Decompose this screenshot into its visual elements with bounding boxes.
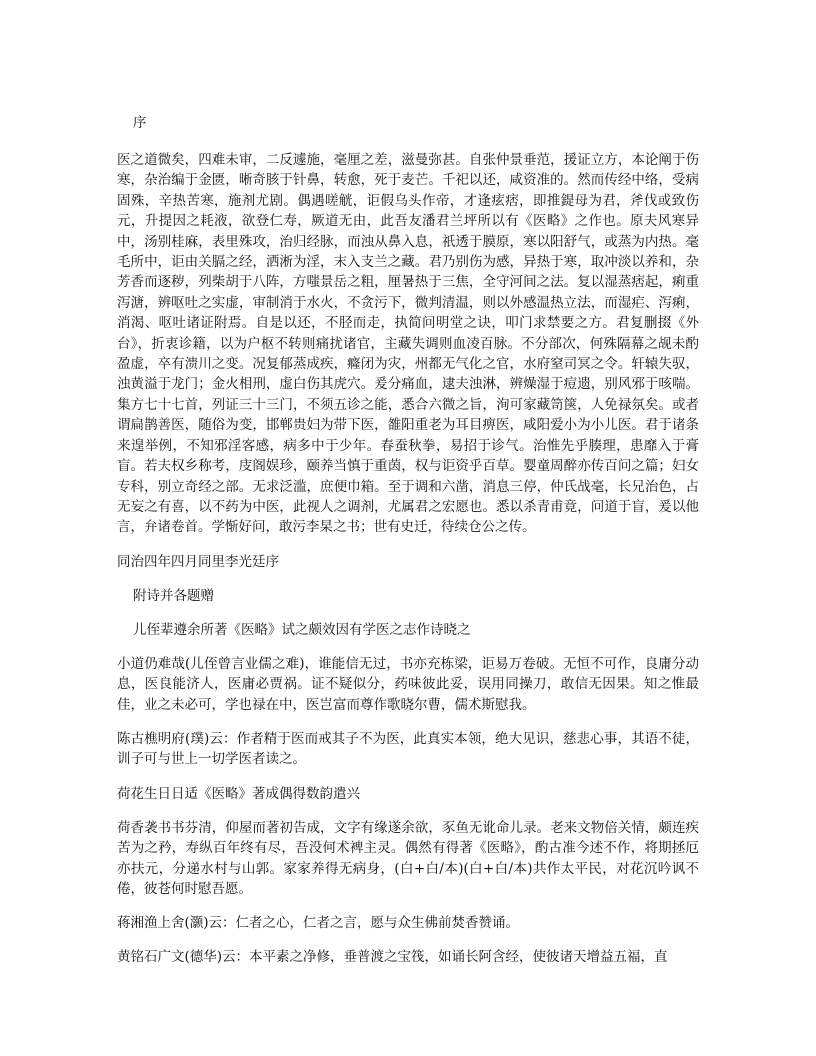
comment-chen-gupiao: 陈古樵明府(璞)云：作者精于医而戒其子不为医，此真实本领，绝大见识，慈悲心事，其语不徒，训子可与世上一切学医者读之。 [117,730,699,768]
preface-title: 序 [133,115,147,131]
appendix-heading: 附诗并各题赠 [133,587,214,604]
poem1-body: 小道仍难哉(儿侄曾言业儒之难)，谁能信无过，书亦充栋梁，讵易万卷破。无恒不可作，良庸分动息，医良能济人，医庸必贾祸。证不疑似分，药味彼此妥，误用同操刀，敢信无因果。知之惟最佳，业之未必可，学也禄在中，医岂富而尊作歌晓尔曹，儒术斯慰我。 [117,655,699,713]
poem2-body: 荷香袭书书芬清，仰屋而著初告成，文字有缘遂余欲，豕鱼无讹命儿录。老来文物倍关情，颇连疾苦为之矜，寿纵百年终有尽，吾没何术裨主灵。偶然有得著《医略》，酌古准今述不作，将期拯厄亦扶元，分递水村与山郭。家家养得无病身，(白+白/本)(白+白/本)共作太平民，对花沉吟讽不倦，彼苍何时慰吾愿。 [117,819,699,897]
poem1-title: 儿侄辈遵余所著《医略》试之颇效因有学医之志作诗晓之 [133,621,471,638]
poem2-title: 荷花生日日适《医略》著成偶得数韵遣兴 [117,785,360,802]
preface-signature: 同治四年四月同里李光廷序 [117,553,279,570]
preface-body: 医之道微矣，四难未审，二反遽施，毫厘之差，滋曼弥甚。自张仲景垂范，援证立方，本论阐于伤寒，杂治编于金匮，晰奇胲于针鼻，转愈，死于麦芒。千祀以还，咸资准的。然而传经中络，受病固殊，辛热苦寒，施剂尤剧。偶遇嗟觥，讵假乌头作帝，才逢痃痞，即推鍉母为君，斧伐或致伤元，升提因之耗液，欲登仁寿，厥道无由，此吾友潘君兰坪所以有《医略》之作也。原夫风寒异中，汤别桂麻，表里殊攻，治归经脉，而浊从鼻入息，祇透于膜原，寒以阳舒气，或蒸为内热。毫毛所中，讵由关膈之经，洒淅为淫，末入支兰之藏。君乃别伤为感，异热于寒，取冲淡以养和，杂芳香而逐秽，列柴胡于八阵，方嗤景岳之粗，厘暑热于三焦，全守河间之法。复以湿蒸痞起，痢重泻溏，辨呕吐之实虚，审制消于水火，不贪污下，微判清温，则以外感温热立法，而湿疟、泻痢，消渴、呕吐诸证附焉。自是以还，不胫而走，执简问明堂之诀，叩门求禁要之方。君复删掇《外台》，折衷诊籍，以为户枢不转则痛扰诸官，主藏失调则血凌百脉。不分部次，何殊隔幕之觇未酌盈虚，卒有溃川之变。况复郁蒸成疾，癃闭为灾，州都无气化之官，水府窒司冥之令。轩辕失驭，浊黄溢于龙门；金火相刑，虚白伤其虎穴。爰分痛血，逮夫浊淋，辨燥湿于痘遗，别风邪于咳喘。集方七十七首，列证三十三门，不须五诊之能，悉合六微之旨，洵可家藏笥箧，人免禄氛矣。或者谓扁鹊善医，随俗为变，邯郸贵妇为带下医，雒阳重老为耳目痹医，咸阳爱小为小儿医。君于诸条来遑举例，不知邪淫客感，病多中于少年。春蚕秋拳，易招于诊气。治惟先乎腠理，患靡入于膏盲。若夫权乡称考，庋阁娱珍，颐养当慎于重茵，权与讵资乎百草。婴童周醉亦传百问之篇；妇女专科，别立奇经之部。无求泛滥，庶便巾箱。至于调和六凿，消息三停，仲氏战毫，长兄治色，占无妄之有喜，以不药为中医，此视人之调剂，尤属君之宏愿也。悉以杀青甫竟，问道于盲，爰以他言，弁诸卷首。学惭好问，敢污李杲之书；世有史迁，待续仓公之传。 [117,152,699,536]
comment-huang-mingshi: 黄铭石广文(德华)云：本平素之净修，垂普渡之宝筏，如诵长阿含经，使彼诸天增益五福，直 [117,949,668,966]
document-page [117,110,699,981]
comment-jiang-xiangyu: 蒋湘渔上舍(灏)云：仁者之心，仁者之言，愿与众生佛前焚香赞诵。 [117,915,520,932]
